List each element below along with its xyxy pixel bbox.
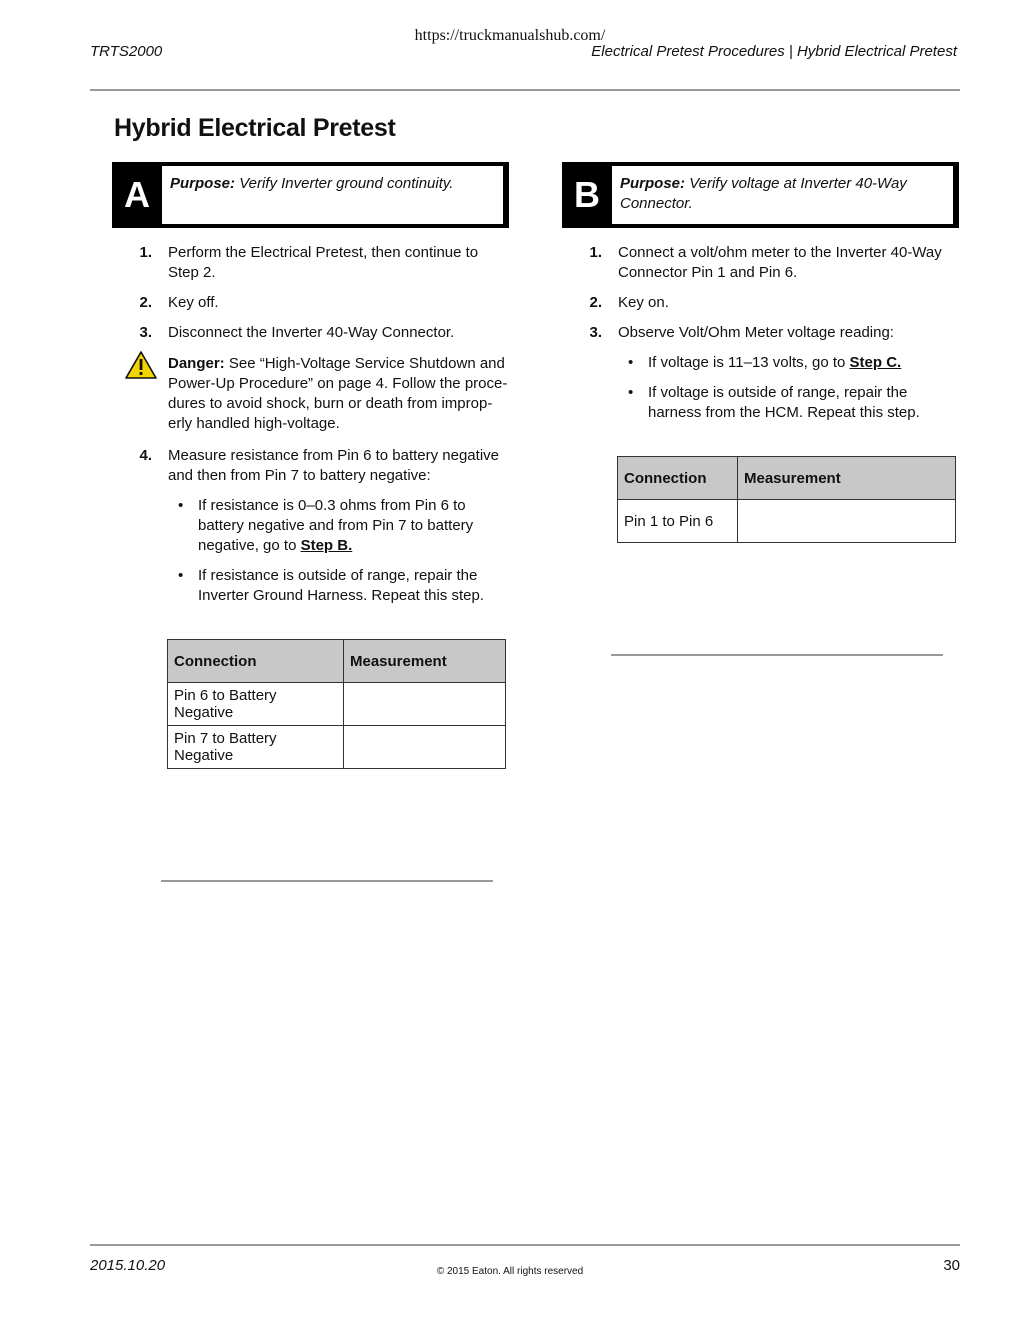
bullet-dot: •	[628, 354, 634, 371]
bullet-item: • If voltage is outside of range, repair the harness from the HCM. Repeat this step.	[628, 384, 920, 421]
bullet-dot: •	[178, 567, 184, 584]
doc-id: TRTS2000	[90, 43, 163, 60]
bullet-item: • If voltage is 11–13 volts, go to Step C.	[628, 354, 902, 371]
table-cell: Pin 7 to Battery Negative	[168, 726, 344, 769]
column-divider	[611, 654, 943, 656]
column-divider	[161, 880, 493, 882]
item-text: Connect a volt/ohm meter to the Inverter 40-Way Connector Pin 1 and Pin 6.	[618, 244, 942, 281]
item-number: 1.	[139, 244, 152, 261]
list-item	[580, 293, 960, 313]
item-text: Key on.	[618, 294, 669, 311]
table-row	[618, 500, 956, 543]
item-number: 2.	[139, 294, 152, 311]
item-number: 2.	[589, 294, 602, 311]
list-item	[580, 243, 960, 283]
list-item	[580, 323, 960, 343]
item-text: Observe Volt/Ohm Meter voltage reading:	[618, 324, 894, 341]
source-url[interactable]: https://truckmanualshub.com/	[414, 27, 606, 44]
step-c-link[interactable]: Step C.	[849, 354, 902, 371]
step-a-box	[112, 162, 509, 228]
table-cell: Pin 1 to Pin 6	[618, 500, 738, 543]
page-number: 30	[943, 1257, 960, 1274]
item-number: 1.	[589, 244, 602, 261]
step-a-table	[167, 639, 506, 769]
table-header-row	[618, 457, 956, 500]
list-item	[130, 323, 510, 343]
list-item	[130, 293, 510, 313]
section-title: Electrical Pretest Procedures | Hybrid Electrical Pretest	[591, 43, 957, 60]
item-number: 3.	[139, 324, 152, 341]
bullet-item: • If resistance is 0–0.3 ohms from Pin 6 to battery negative and from Pin 7 to battery negative, go to Step B.	[178, 497, 474, 554]
item-number: 4.	[139, 447, 152, 464]
measurement-cell	[344, 726, 506, 769]
step-b-purpose: Purpose: Verify voltage at Inverter 40-Way Connector.	[612, 166, 953, 224]
measurement-cell	[344, 683, 506, 726]
footer-date: 2015.10.20	[90, 1257, 166, 1274]
danger-label: Danger:	[168, 355, 225, 372]
table-header: Measurement	[738, 457, 956, 500]
bullet-dot: •	[178, 497, 184, 514]
page-title: Hybrid Electrical Pretest	[114, 114, 396, 142]
table-header: Connection	[168, 640, 344, 683]
footer-divider	[90, 1244, 960, 1246]
step-b-letter: B	[574, 174, 600, 215]
measurement-cell	[738, 500, 956, 543]
item-text: Disconnect the Inverter 40-Way Connector.	[168, 324, 455, 341]
purpose-label: Purpose:	[620, 175, 686, 192]
header-divider	[90, 89, 960, 91]
table-header: Connection	[618, 457, 738, 500]
item-text: Key off.	[168, 294, 219, 311]
step-b-link[interactable]: Step B.	[300, 537, 353, 554]
bullet-dot: •	[628, 384, 634, 401]
table-header: Measurement	[344, 640, 506, 683]
danger-note: Danger: See “High-Voltage Service Shutdown and Power-Up Procedure” on page 4. Follow the proce- dures to avoid shock, burn or death from improp- erly handled high-voltage.	[168, 355, 508, 432]
table-row	[168, 726, 506, 769]
item-text: Measure resistance from Pin 6 to battery negative and then from Pin 7 to battery negative:	[168, 447, 499, 484]
step-b-box	[562, 162, 959, 228]
bullet-item: • If resistance is outside of range, repair the Inverter Ground Harness. Repeat this step.	[178, 567, 484, 604]
warning-icon	[124, 350, 158, 380]
purpose-text: Verify Inverter ground continuity.	[239, 175, 454, 192]
item-text: Perform the Electrical Pretest, then continue to Step 2.	[168, 244, 479, 281]
step-a-letter: A	[124, 174, 150, 215]
item-number: 3.	[589, 324, 602, 341]
purpose-label: Purpose:	[170, 175, 236, 192]
list-item	[130, 446, 510, 486]
step-a-purpose	[162, 166, 503, 224]
list-item	[130, 243, 510, 283]
table-cell: Pin 6 to Battery Negative	[168, 683, 344, 726]
table-row	[168, 683, 506, 726]
step-b-table	[617, 456, 956, 543]
footer-copyright: © 2015 Eaton. All rights reserved	[436, 1266, 584, 1277]
table-header-row	[168, 640, 506, 683]
